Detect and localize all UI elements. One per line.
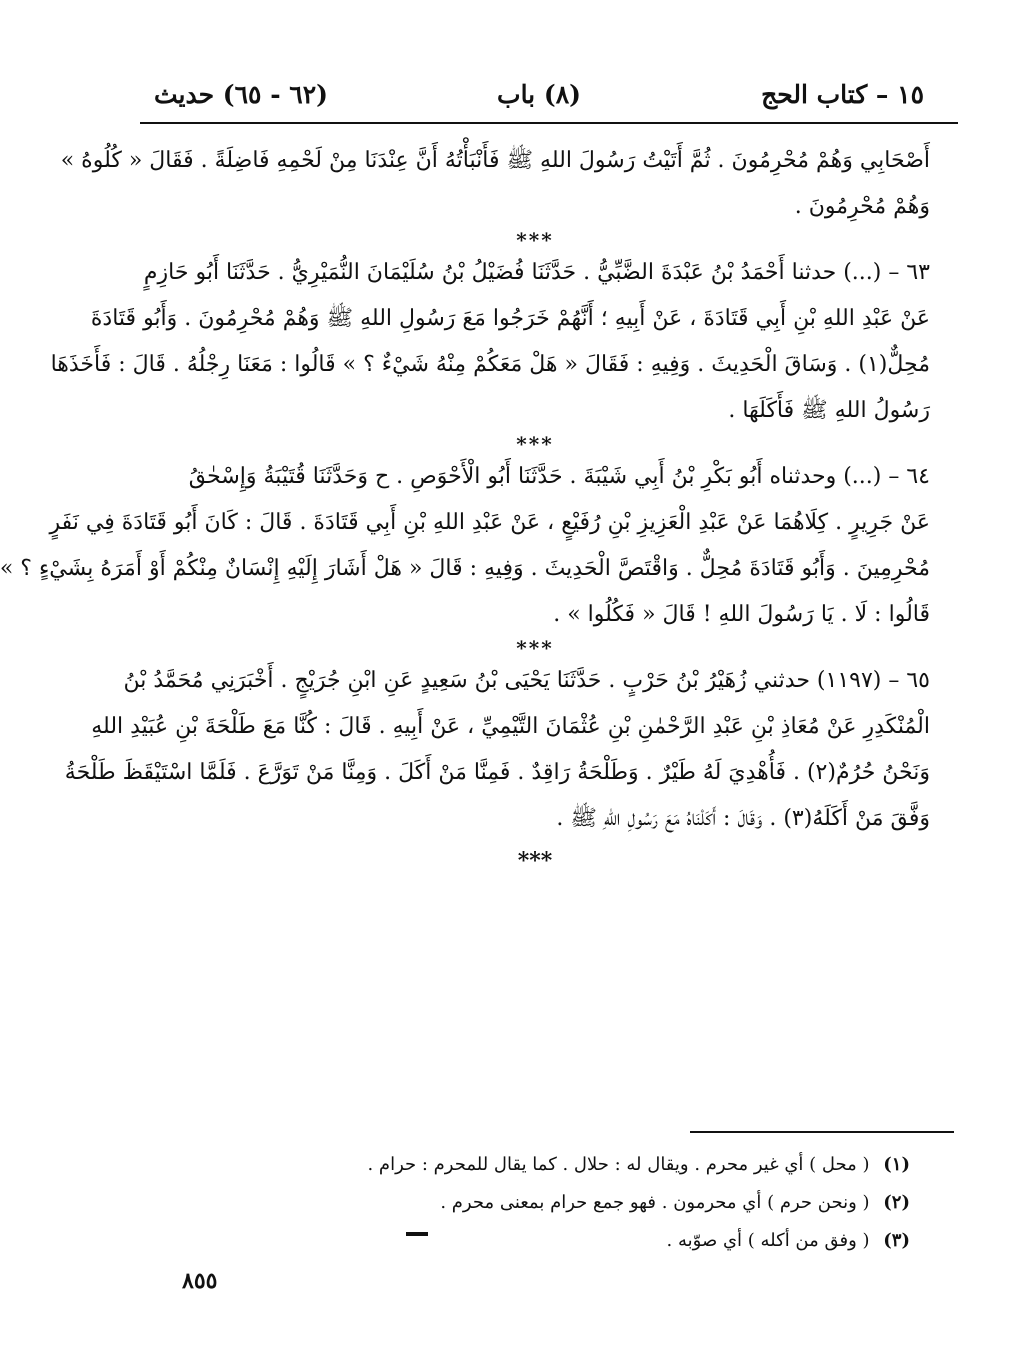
- text-line: وَنَحْنُ حُرُمٌ(٢) . فَأُهْدِيَ لَهُ طَيْرٌ . وَطَلْحَةُ رَاقِدٌ . فَمِنَّا مَنْ أَكَلَ . وَمِنَّا مَنْ تَوَرَّعَ . فَلَمَّا اسْتَيْقَظَ طَلْحَةُ: [64, 760, 930, 785]
- footnote-item: [390, 1222, 910, 1260]
- end-ornament: *‏*‏*: [517, 848, 553, 874]
- main-text: [0, 138, 930, 876]
- footnote-marker: (١): [883, 1154, 910, 1175]
- text-line: أَصْحَابِي وَهُمْ مُحْرِمُونَ . ثُمَّ أَتَيْتُ رَسُولَ اللهِ ﷺ فَأَنْبَأْتُهُ أَنَّ عِنْدَنَا مِنْ لَحْمِهِ فَاضِلَةً . فَقَالَ « كُلُوهُ »: [60, 148, 930, 173]
- section-separator: ***: [516, 636, 554, 660]
- text-line: مُحِلٌّ(١) . وَسَاقَ الْحَدِيثَ . وَفِيهِ : فَقَالَ « هَلْ مَعَكُمْ مِنْهُ شَيْءٌ ؟ » قَالُوا : مَعَنَا رِجْلُهُ . قَالَ : فَأَخَذَهَا: [50, 352, 930, 377]
- text-line: وَهُمْ مُحْرِمُونَ .: [794, 194, 930, 219]
- footnote-text: ( وفق من أكله ) أي صوّبه .: [666, 1230, 870, 1251]
- hadith-65: [64, 658, 930, 842]
- header-divider: [140, 122, 958, 124]
- hadith-64: [0, 454, 930, 638]
- page-number: ٨٥٥: [182, 1268, 218, 1294]
- section-separator: ***: [516, 432, 554, 456]
- footnote-item: [367, 1146, 910, 1184]
- text-line: ٦٤ – (...) وحدثناه أَبُو بَكْرِ بْنُ أَبِي شَيْبَةَ . حَدَّثَنَا أَبُو الْأَحْوَصِ . ح وَحَدَّثَنَا قُتَيْبَةُ وَإِسْحٰقُ: [188, 464, 930, 489]
- footnote-text: ( ونحن حرم ) أي محرمون . فهو جمع حرام بمعنى محرم .: [440, 1192, 870, 1213]
- running-header: [154, 80, 924, 120]
- dash-mark: [406, 1232, 428, 1236]
- paragraph-continuation: [60, 138, 930, 230]
- footnote-item: [390, 1184, 910, 1222]
- footnote-marker: (٣): [883, 1230, 910, 1251]
- footnote-marker: (٢): [883, 1192, 910, 1213]
- text-line: عَنْ عَبْدِ اللهِ بْنِ أَبِي قَتَادَةَ ، عَنْ أَبِيهِ ؛ أَنَّهُمْ خَرَجُوا مَعَ رَسُولِ اللهِ ﷺ وَهُمْ مُحْرِمُونَ . وَأَبُو قَتَادَةَ: [90, 306, 930, 331]
- text-line: قَالُوا : لَا . يَا رَسُولَ اللهِ ! قَالَ « فَكُلُوا » .: [553, 602, 930, 627]
- text-line: رَسُولُ اللهِ ﷺ فَأَكَلَهَا .: [728, 398, 930, 423]
- footnote-divider: [690, 1131, 954, 1133]
- header-chapter: (٨) باب: [497, 80, 581, 109]
- text-line: ٦٣ – (...) حدثنا أَحْمَدُ بْنُ عَبْدَةَ الضَّبِّيُّ . حَدَّثَنَا فُضَيْلُ بْنُ سُلَيْمَانَ النُّمَيْرِيُّ . حَدَّثَنَا أَبُو حَازِمٍ: [143, 260, 930, 285]
- text-line: الْمُنْكَدِرِ عَنْ مُعَاذِ بْنِ عَبْدِ الرَّحْمٰنِ بْنِ عُثْمَانَ التَّيْمِيِّ ، عَنْ أَبِيهِ . قَالَ : كُنَّا مَعَ طَلْحَةَ بْنِ عُبَيْدِ اللهِ: [91, 714, 930, 739]
- hadith-63: [50, 250, 930, 434]
- text-line: عَنْ جَرِيرٍ . كِلَاهُمَا عَنْ عَبْدِ الْعَزِيزِ بْنِ رُفَيْعٍ ، عَنْ عَبْدِ اللهِ بْنِ أَبِي قَتَادَةَ . قَالَ : كَانَ أَبُو قَتَادَةَ فِي نَفَرٍ: [49, 510, 930, 535]
- header-hadith-range: (٦٢ - ٦٥) حديث: [154, 80, 328, 109]
- section-separator: ***: [516, 228, 554, 252]
- header-book-title: ١٥ – كتاب الحج: [761, 80, 924, 109]
- footnote-text: ( محل ) أي غير محرم . ويقال له : حلال . كما يقال للمحرم : حرام .: [367, 1154, 870, 1175]
- text-line: ٦٥ – (١١٩٧) حدثني زُهَيْرُ بْنُ حَرْبٍ . حَدَّثَنَا يَحْيَى بْنُ سَعِيدٍ عَنِ ابْنِ جُرَيْجٍ . أَخْبَرَنِي مُحَمَّدُ بْنُ: [123, 668, 930, 693]
- text-line: مُحْرِمِينَ . وَأَبُو قَتَادَةَ مُحِلٌّ . وَاقْتَصَّ الْحَدِيثَ . وَفِيهِ : قَالَ « هَلْ أَشَارَ إِلَيْهِ إِنْسَانٌ مِنْكُمْ أَوْ أَمَرَهُ بِشَيْءٍ ؟ »: [0, 556, 930, 581]
- text-line: وَفَّقَ مَنْ أَكَلَهُ(٣) . وَقَالَ : أَكَلْنَاهُ مَعَ رَسُولِ اللهِ ﷺ .: [556, 806, 930, 831]
- footnotes: [367, 1146, 910, 1260]
